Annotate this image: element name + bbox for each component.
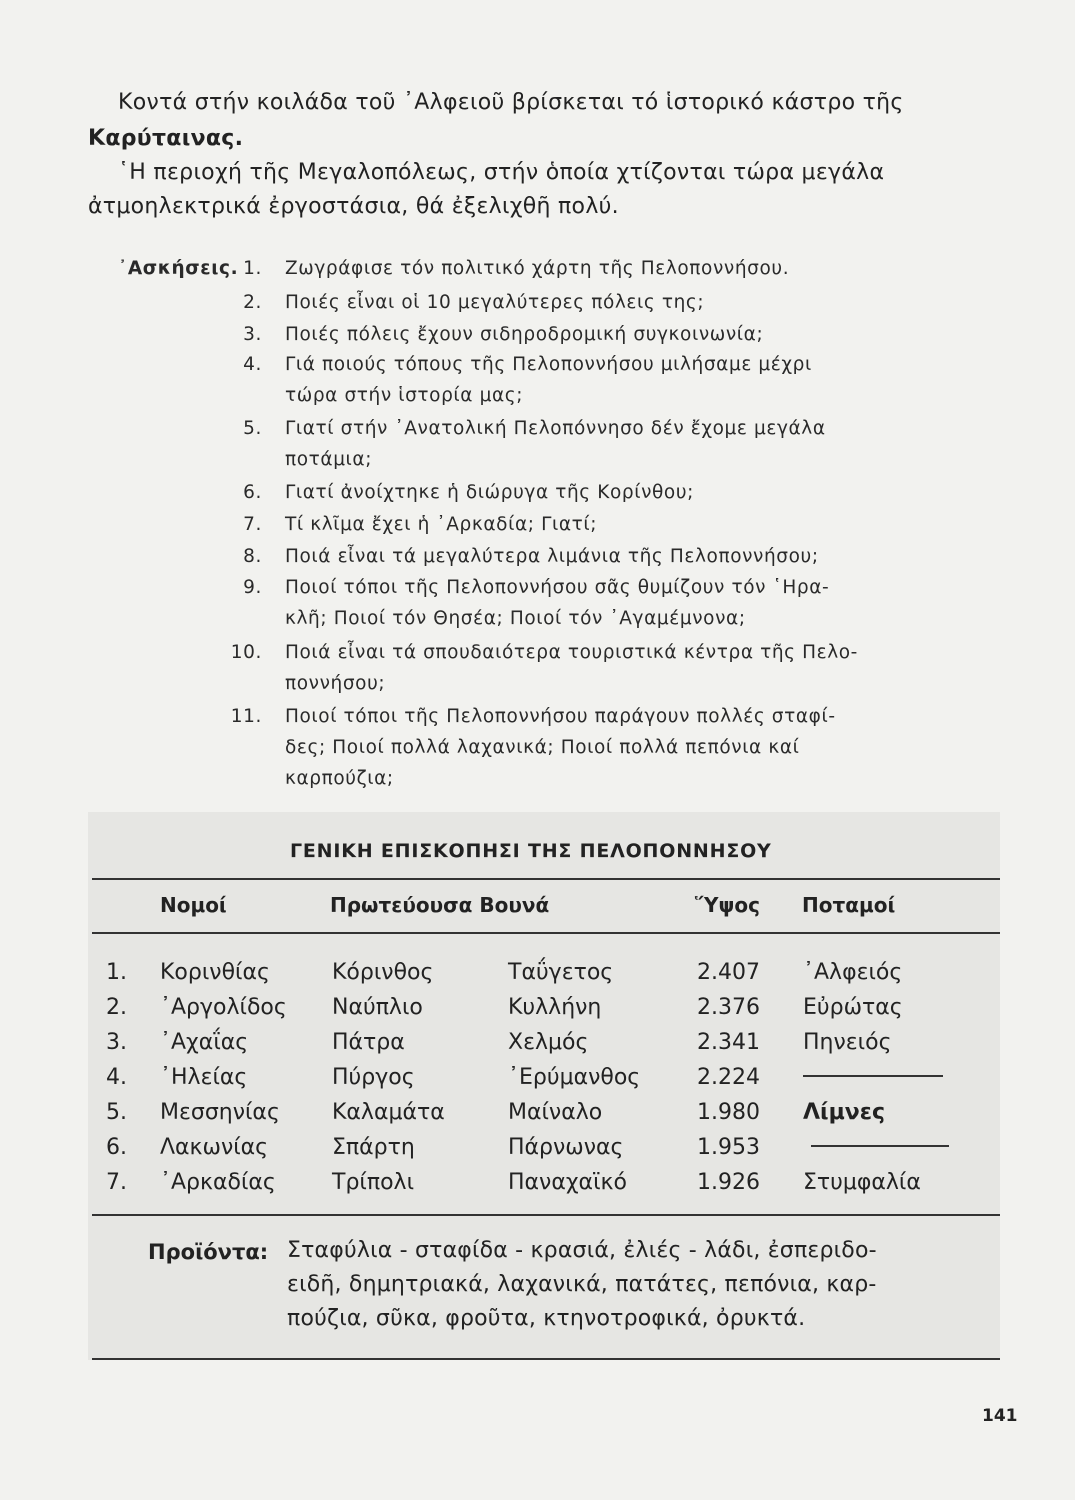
products-line: Σταφύλια - σταφίδα - κρασιά, ἐλιές - λάδι, ἐσπεριδο-: [287, 1238, 877, 1263]
header-rivers: Ποταμοί: [802, 893, 896, 917]
exercise-text: Ζωγράφισε τόν πολιτικό χάρτη τῆς Πελοποννήσου.: [285, 258, 790, 279]
row-number: 4.: [106, 1065, 127, 1090]
exercise-text: Ποιοί τόποι τῆς Πελοποννήσου σᾶς θυμίζουν τόν ῾Ηρα-: [285, 577, 830, 598]
products-line: ειδῆ, δημητριακά, λαχανικά, πατάτες, πεπόνια, καρ-: [287, 1272, 877, 1297]
height: 2.224: [697, 1065, 760, 1090]
river: Εὐρώτας: [803, 995, 903, 1020]
mountain: Πάρνωνας: [508, 1135, 624, 1160]
height: 2.407: [697, 960, 760, 985]
empty-dash: [803, 1075, 943, 1077]
exercise-number: 10.: [230, 642, 262, 663]
height: 1.926: [697, 1170, 760, 1195]
exercise-text: ποννήσου;: [285, 673, 386, 694]
capital: Ναύπλιο: [332, 995, 423, 1020]
products-label: Προϊόντα:: [148, 1240, 269, 1264]
row-number: 7.: [106, 1170, 127, 1195]
prefecture: Μεσσηνίας: [160, 1100, 280, 1125]
exercise-text: Ποιές πόλεις ἔχουν σιδηροδρομική συγκοινωνία;: [285, 324, 764, 345]
mountain: ᾿Ερύμανθος: [508, 1065, 641, 1090]
header-prefectures: Νομοί: [160, 893, 227, 917]
row-number: 2.: [106, 995, 127, 1020]
height: 2.341: [697, 1030, 760, 1055]
table-bottom-rule: [92, 1214, 1000, 1216]
header-height: ῞Υψος: [694, 893, 760, 917]
intro-line: ῾Η περιοχή τῆς Μεγαλοπόλεως, στήν ὁποία χτίζονται τώρα μεγάλα: [118, 160, 885, 185]
empty-dash: [811, 1145, 949, 1147]
intro-line: ἀτμοηλεκτρικά ἐργοστάσια, θά ἐξελιχθῆ πολύ.: [88, 194, 619, 219]
capital: Κόρινθος: [332, 960, 434, 985]
exercise-number: 7.: [243, 514, 262, 535]
prefecture: ᾿Αχαΐας: [160, 1030, 249, 1055]
exercise-text: δες; Ποιοί πολλά λαχανικά; Ποιοί πολλά πεπόνια καί: [285, 737, 800, 758]
capital: Πύργος: [332, 1065, 415, 1090]
summary-title: ΓΕΝΙΚΗ ΕΠΙΣΚΟΠΗΣΙ ΤΗΣ ΠΕΛΟΠΟΝΝΗΣΟΥ: [290, 840, 772, 862]
prefecture: ᾿Αρκαδίας: [160, 1170, 276, 1195]
table-header-rule: [92, 932, 1000, 934]
capital: Τρίπολι: [332, 1170, 415, 1195]
exercises-heading: ᾿Ασκήσεις.: [118, 258, 239, 279]
mountain: Κυλλήνη: [508, 995, 602, 1020]
row-number: 6.: [106, 1135, 127, 1160]
exercise-text: τώρα στήν ἱστορία μας;: [285, 385, 524, 406]
mountain: Ταΰγετος: [508, 960, 614, 985]
lakes-heading: Λίμνες: [803, 1100, 886, 1125]
exercise-text: κλῆ; Ποιοί τόν Θησέα; Ποιοί τόν ᾿Αγαμέμνονα;: [285, 608, 746, 629]
row-number: 3.: [106, 1030, 127, 1055]
exercise-text: ποτάμια;: [285, 449, 373, 470]
capital: Σπάρτη: [332, 1135, 415, 1160]
header-capital-mountains: Πρωτεύουσα Βουνά: [330, 893, 550, 917]
exercise-number: 8.: [243, 546, 262, 567]
products-bottom-rule: [92, 1358, 1000, 1360]
height: 2.376: [697, 995, 760, 1020]
exercise-number: 1.: [243, 258, 262, 279]
exercise-text: Γιά ποιούς τόπους τῆς Πελοποννήσου μιλήσαμε μέχρι: [285, 354, 812, 375]
prefecture: ᾿Αργολίδος: [160, 995, 287, 1020]
exercise-text: καρπούζια;: [285, 768, 394, 789]
exercise-number: 6.: [243, 482, 262, 503]
products-line: πούζια, σῦκα, φροῦτα, κτηνοτροφικά, ὀρυκτά.: [287, 1306, 806, 1331]
intro-line: Κοντά στήν κοιλάδα τοῦ ᾿Αλφειοῦ βρίσκεται τό ἱστορικό κάστρο τῆς: [118, 90, 904, 115]
height: 1.953: [697, 1135, 760, 1160]
exercise-number: 2.: [243, 292, 262, 313]
page-number: 141: [982, 1406, 1018, 1426]
lake: Στυμφαλία: [803, 1170, 921, 1195]
capital: Καλαμάτα: [332, 1100, 445, 1125]
mountain: Μαίναλο: [508, 1100, 603, 1125]
exercise-text: Ποιά εἶναι τά σπουδαιότερα τουριστικά κέντρα τῆς Πελο-: [285, 642, 858, 663]
capital: Πάτρα: [332, 1030, 405, 1055]
exercise-number: 11.: [230, 706, 262, 727]
exercise-text: Ποιά εἶναι τά μεγαλύτερα λιμάνια τῆς Πελοποννήσου;: [285, 546, 819, 567]
mountain: Παναχαϊκό: [508, 1170, 627, 1195]
mountain: Χελμός: [508, 1030, 589, 1055]
exercise-number: 9.: [243, 577, 262, 598]
exercise-number: 3.: [243, 324, 262, 345]
river: ᾿Αλφειός: [803, 960, 903, 985]
exercise-number: 5.: [243, 418, 262, 439]
prefecture: Κορινθίας: [160, 960, 270, 985]
prefecture: ᾿Ηλείας: [160, 1065, 248, 1090]
row-number: 1.: [106, 960, 127, 985]
exercise-text: Ποιοί τόποι τῆς Πελοποννήσου παράγουν πολλές σταφί-: [285, 706, 836, 727]
height: 1.980: [697, 1100, 760, 1125]
river: Πηνειός: [803, 1030, 892, 1055]
exercise-text: Τί κλῖμα ἔχει ἡ ᾿Αρκαδία; Γιατί;: [285, 514, 598, 535]
exercise-text: Ποιές εἶναι οἱ 10 μεγαλύτερες πόλεις της;: [285, 292, 705, 313]
prefecture: Λακωνίας: [160, 1135, 269, 1160]
exercise-text: Γιατί στήν ᾿Ανατολική Πελοπόννησο δέν ἔχομε μεγάλα: [285, 418, 826, 439]
exercise-number: 4.: [243, 354, 262, 375]
intro-line-bold: Καρύταινας.: [88, 126, 244, 151]
table-top-rule: [92, 878, 1000, 880]
exercise-text: Γιατί ἀνοίχτηκε ἡ διώρυγα τῆς Κορίνθου;: [285, 482, 694, 503]
row-number: 5.: [106, 1100, 127, 1125]
